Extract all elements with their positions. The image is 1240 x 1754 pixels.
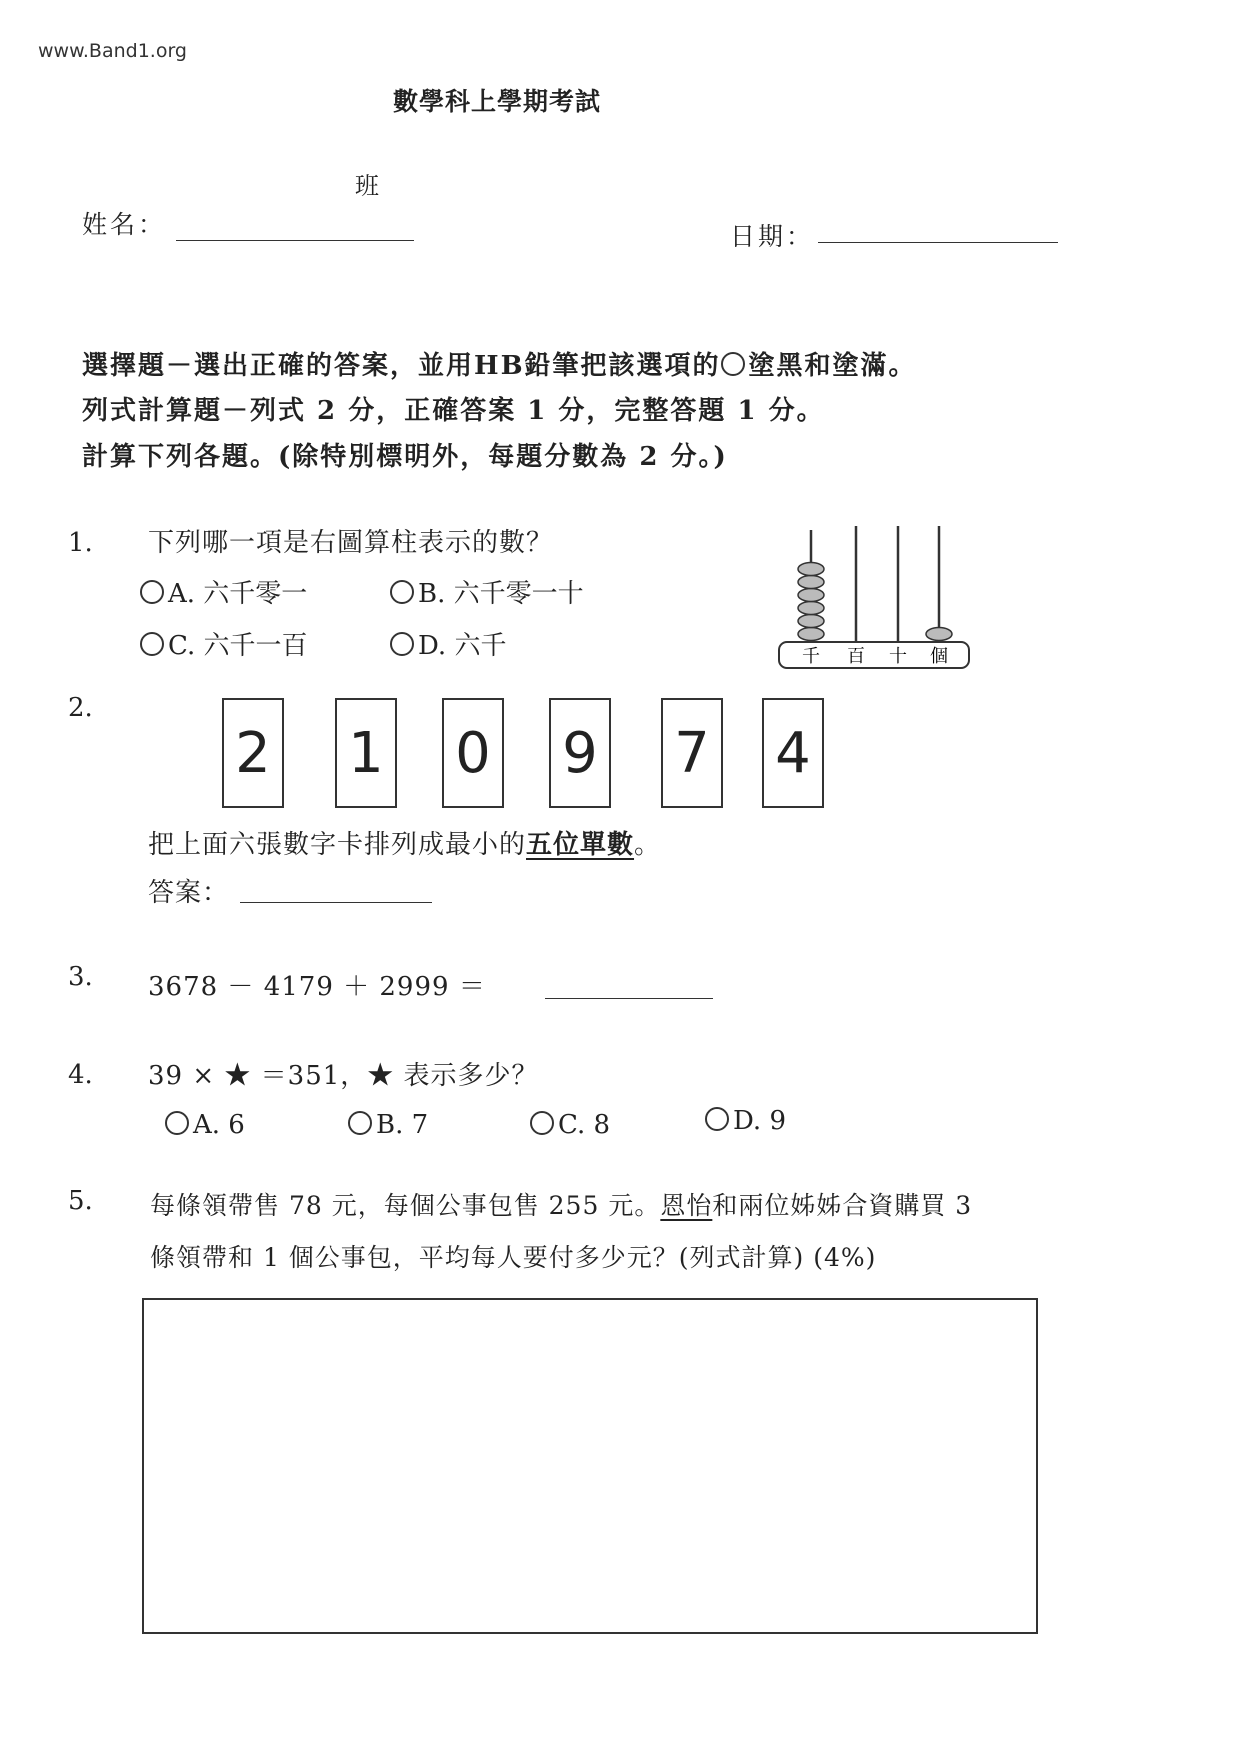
- q1-option-d-label: D. 六千: [418, 631, 507, 661]
- q2-text: [148, 824, 661, 861]
- radio-circle-icon: [348, 1111, 372, 1135]
- q1-option-a[interactable]: [140, 573, 307, 610]
- abacus-label-thousands: 千: [802, 646, 820, 667]
- digit-card: 1: [335, 698, 397, 808]
- q1-option-c[interactable]: [140, 625, 308, 662]
- q1-text: 下列哪一項是右圖算柱表示的數？: [148, 528, 554, 558]
- digit-card: 0: [442, 698, 504, 808]
- instruction-line-3: 計算下列各題。(除特別標明外，每題分數為 2 分。): [82, 442, 728, 472]
- abacus-bead: [926, 628, 952, 641]
- q5-line-1-before: 每條領帶售 78 元，每個公事包售 255 元。: [150, 1191, 661, 1220]
- abacus-bead: [798, 615, 824, 628]
- abacus-figure: [775, 520, 975, 672]
- q4-option-a[interactable]: [165, 1110, 245, 1140]
- bubble-icon: [721, 352, 745, 376]
- radio-circle-icon: [140, 580, 164, 604]
- q3-expression: 3678 － 4179 ＋ 2999 ＝: [148, 972, 486, 1002]
- digit-card: 7: [661, 698, 723, 808]
- abacus-bead: [798, 628, 824, 641]
- digit-card: 2: [222, 698, 284, 808]
- q4-option-b[interactable]: [348, 1110, 428, 1140]
- name-label: 姓名：: [82, 210, 167, 239]
- date-label: 日期：: [730, 222, 815, 251]
- q4-option-b-label: B. 7: [376, 1110, 429, 1140]
- q5-line-2: 條領帶和 1 個公事包，平均每人要付多少元？(列式計算) (4%): [150, 1243, 877, 1272]
- q4-number: 4.: [68, 1060, 93, 1090]
- q2-text-after: 。: [634, 830, 662, 860]
- q4-option-d[interactable]: [705, 1106, 786, 1136]
- digit-card: 9: [549, 698, 611, 808]
- date-field[interactable]: [818, 242, 1058, 243]
- radio-circle-icon: [530, 1111, 554, 1135]
- q1-option-b-label: B. 六千零一十: [418, 579, 584, 609]
- page-title: 數學科上學期考試: [393, 87, 602, 116]
- q2-answer-label: 答案：: [148, 878, 230, 908]
- abacus-bead: [798, 576, 824, 589]
- q4-option-c[interactable]: [530, 1110, 610, 1140]
- radio-circle-icon: [390, 580, 414, 604]
- q4-option-d-label: D. 9: [733, 1106, 786, 1136]
- abacus-label-hundreds: 百: [847, 646, 865, 667]
- q2-text-emphasis: 五位單數: [526, 830, 635, 860]
- abacus-beads-thousands: [798, 563, 824, 641]
- radio-circle-icon: [390, 632, 414, 656]
- q2-answer-field[interactable]: [240, 902, 432, 903]
- q5-answer-box[interactable]: [142, 1298, 1038, 1634]
- q4-option-c-label: C. 8: [558, 1110, 611, 1140]
- q5-line-1: [150, 1186, 972, 1222]
- instruction-text-1a: 選擇題－選出正確的答案，並用HB鉛筆把該選項的: [82, 351, 721, 381]
- q3-answer-field[interactable]: [545, 998, 713, 999]
- q1-number: 1.: [68, 528, 93, 558]
- abacus-beads-ones: [926, 628, 952, 641]
- instruction-line-1: [82, 345, 917, 382]
- q1-option-b[interactable]: [390, 573, 584, 610]
- name-field[interactable]: [176, 240, 414, 241]
- class-label: 班: [355, 172, 379, 200]
- instruction-line-2: 列式計算題－列式 2 分，正確答案 1 分，完整答題 1 分。: [82, 396, 825, 426]
- q4-text: 39 × ★ ＝351，★ 表示多少？: [148, 1061, 539, 1091]
- abacus-label-tens: 十: [889, 646, 907, 667]
- q4-option-a-label: A. 6: [193, 1110, 245, 1140]
- radio-circle-icon: [705, 1107, 729, 1131]
- q2-text-before: 把上面六張數字卡排列成最小的: [148, 830, 527, 860]
- q1-option-a-label: A. 六千零一: [168, 579, 308, 609]
- q5-name: 恩怡: [660, 1191, 713, 1220]
- radio-circle-icon: [140, 632, 164, 656]
- radio-circle-icon: [165, 1111, 189, 1135]
- abacus-bead: [798, 563, 824, 576]
- q1-option-c-label: C. 六千一百: [168, 631, 308, 661]
- instruction-text-1b: 塗黑和塗滿。: [748, 351, 917, 381]
- q2-number: 2.: [68, 693, 93, 723]
- q5-number: 5.: [68, 1186, 93, 1216]
- q3-number: 3.: [68, 962, 93, 992]
- site-url: www.Band1.org: [38, 40, 187, 62]
- digit-card: 4: [762, 698, 824, 808]
- abacus-bead: [798, 589, 824, 602]
- q5-line-1-after: 和兩位姊姊合資購買 3: [712, 1191, 973, 1220]
- abacus-label-ones: 個: [930, 646, 948, 667]
- abacus-bead: [798, 602, 824, 615]
- q1-option-d[interactable]: [390, 625, 506, 662]
